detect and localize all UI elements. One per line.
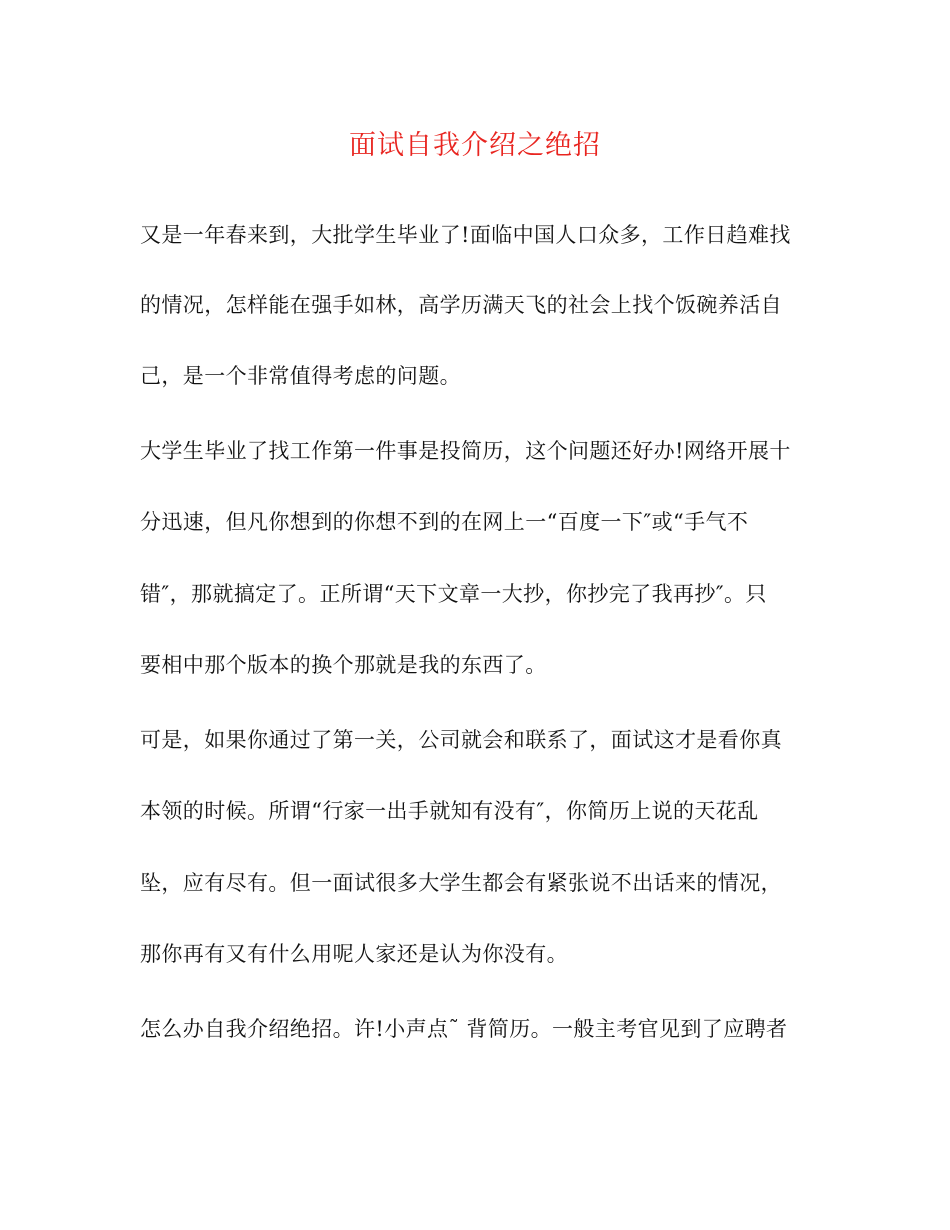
- paragraph-line: 那你再有又有什么用呢人家还是认为你没有。: [140, 942, 568, 966]
- paragraph-line: 要相中那个版本的换个那就是我的东西了。: [140, 653, 547, 677]
- paragraph-line: 己，是一个非常值得考虑的问题。: [140, 364, 461, 388]
- paragraph-line: 本领的时候。所谓“行家一出手就知有没有″，你简历上说的天花乱: [140, 799, 759, 823]
- paragraph-line: 分迅速，但凡你想到的你想不到的在网上一“百度一下″或“手气不: [140, 510, 749, 534]
- paragraph-line: 可是，如果你通过了第一关，公司就会和联系了，面试这才是看你真: [140, 728, 782, 752]
- paragraph-line: 又是一年春来到，大批学生毕业了!面临中国人口众多，工作日趋难找: [140, 223, 791, 247]
- paragraph-line: 坠，应有尽有。但一面试很多大学生都会有紧张说不出话来的情况，: [140, 871, 782, 895]
- paragraph-line: 大学生毕业了找工作第一件事是投简历，这个问题还好办!网络开展十: [140, 439, 791, 463]
- document-title: 面试自我介绍之绝招: [349, 130, 601, 161]
- paragraph-line: 的情况，怎样能在强手如林，高学历满天飞的社会上找个饭碗养活自: [140, 293, 782, 317]
- paragraph-line: 错″，那就搞定了。正所谓“天下文章一大抄，你抄完了我再抄″。只: [140, 582, 767, 606]
- paragraph-line: 怎么办自我介绍绝招。许!小声点˜ 背简历。一般主考官见到了应聘者: [140, 1017, 788, 1041]
